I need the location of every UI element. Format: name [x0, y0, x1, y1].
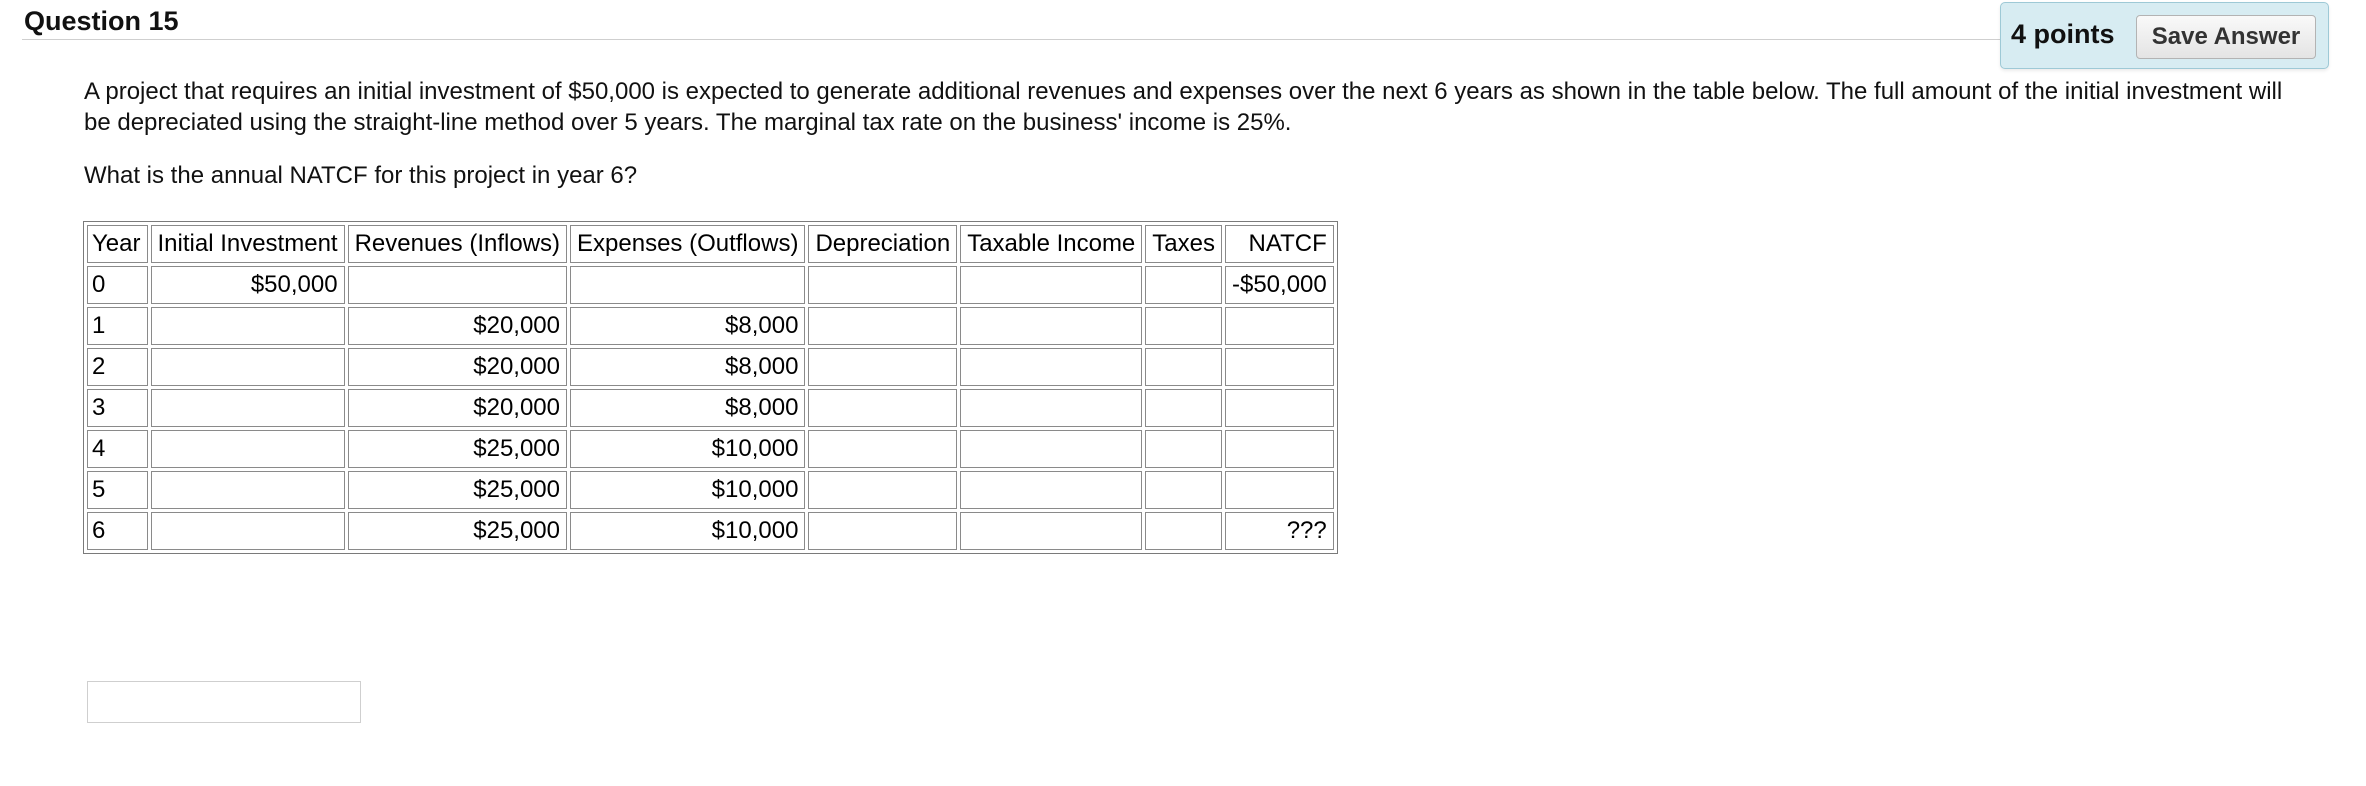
- table-cell: $8,000: [570, 348, 805, 386]
- table-cell: [1225, 389, 1334, 427]
- column-header-revenues: Revenues (Inflows): [348, 225, 567, 263]
- table-cell: [960, 307, 1142, 345]
- table-cell: $20,000: [348, 348, 567, 386]
- table-cell: [1225, 348, 1334, 386]
- table-row: [87, 512, 1334, 550]
- table-cell: $10,000: [570, 471, 805, 509]
- points-box: [2000, 2, 2329, 69]
- table-cell: [1145, 430, 1222, 468]
- save-answer-button[interactable]: Save Answer: [2136, 15, 2316, 59]
- table-cell: [570, 266, 805, 304]
- table-cell: [1225, 307, 1334, 345]
- table-cell: [808, 430, 957, 468]
- table-cell: [960, 389, 1142, 427]
- table-cell: $25,000: [348, 512, 567, 550]
- table-cell: 5: [87, 471, 148, 509]
- table-cell: ???: [1225, 512, 1334, 550]
- table-cell: [808, 307, 957, 345]
- table-cell: [808, 348, 957, 386]
- table-cell: $25,000: [348, 471, 567, 509]
- table-cell: [808, 512, 957, 550]
- table-cell: [960, 471, 1142, 509]
- table-row: [87, 266, 1334, 304]
- table-cell: -$50,000: [1225, 266, 1334, 304]
- table-cell: [151, 348, 345, 386]
- table-row: [87, 389, 1334, 427]
- question-title: Question 15: [24, 6, 179, 36]
- table-cell: [960, 348, 1142, 386]
- table-header-row: [87, 225, 1334, 263]
- table-cell: [808, 471, 957, 509]
- table-cell: 1: [87, 307, 148, 345]
- table-cell: 2: [87, 348, 148, 386]
- table-cell: [960, 430, 1142, 468]
- column-header-taxes: Taxes: [1145, 225, 1222, 263]
- answer-input[interactable]: [87, 681, 361, 723]
- table-row: [87, 430, 1334, 468]
- table-cell: [960, 512, 1142, 550]
- table-cell: 3: [87, 389, 148, 427]
- points-label: 4 points: [2011, 19, 2115, 49]
- column-header-expenses: Expenses (Outflows): [570, 225, 805, 263]
- table-cell: [808, 389, 957, 427]
- table-row: [87, 348, 1334, 386]
- table-cell: $20,000: [348, 389, 567, 427]
- question-text: A project that requires an initial investment of $50,000 is expected to generate additional revenues and expenses over the next 6 years as shown in the table below. The full amount of the initial investment will be depreciated using the straight-line method over 5 years. The marginal tax rate on the business' income is 25%.: [84, 78, 2283, 136]
- table-cell: $8,000: [570, 389, 805, 427]
- table-cell: [151, 512, 345, 550]
- table-cell: [1145, 266, 1222, 304]
- table-cell: $8,000: [570, 307, 805, 345]
- table-cell: [1145, 389, 1222, 427]
- table-row: [87, 307, 1334, 345]
- table-cell: [151, 307, 345, 345]
- question-header: [22, 0, 2022, 40]
- table-cell: [151, 389, 345, 427]
- table-cell: [1145, 307, 1222, 345]
- column-header-initial-investment: Initial Investment: [151, 225, 345, 263]
- table-cell: $25,000: [348, 430, 567, 468]
- table-cell: [960, 266, 1142, 304]
- column-header-depreciation: Depreciation: [808, 225, 957, 263]
- table-cell: 0: [87, 266, 148, 304]
- question-prompt: What is the annual NATCF for this project in year 6?: [84, 162, 638, 189]
- table-cell: [1145, 512, 1222, 550]
- table-cell: $10,000: [570, 512, 805, 550]
- table-cell: $50,000: [151, 266, 345, 304]
- table-cell: $10,000: [570, 430, 805, 468]
- table-cell: [348, 266, 567, 304]
- column-header-taxable-income: Taxable Income: [960, 225, 1142, 263]
- table-cell: [1225, 430, 1334, 468]
- table-cell: $20,000: [348, 307, 567, 345]
- cash-flow-table: [83, 221, 1338, 554]
- column-header-year: Year: [87, 225, 148, 263]
- table-cell: [1145, 471, 1222, 509]
- question-body: [84, 76, 2284, 191]
- column-header-natcf: NATCF: [1225, 225, 1334, 263]
- table-cell: [151, 471, 345, 509]
- table-cell: 6: [87, 512, 148, 550]
- table-cell: 4: [87, 430, 148, 468]
- table-cell: [1145, 348, 1222, 386]
- table-cell: [808, 266, 957, 304]
- table-cell: [151, 430, 345, 468]
- table-cell: [1225, 471, 1334, 509]
- table-row: [87, 471, 1334, 509]
